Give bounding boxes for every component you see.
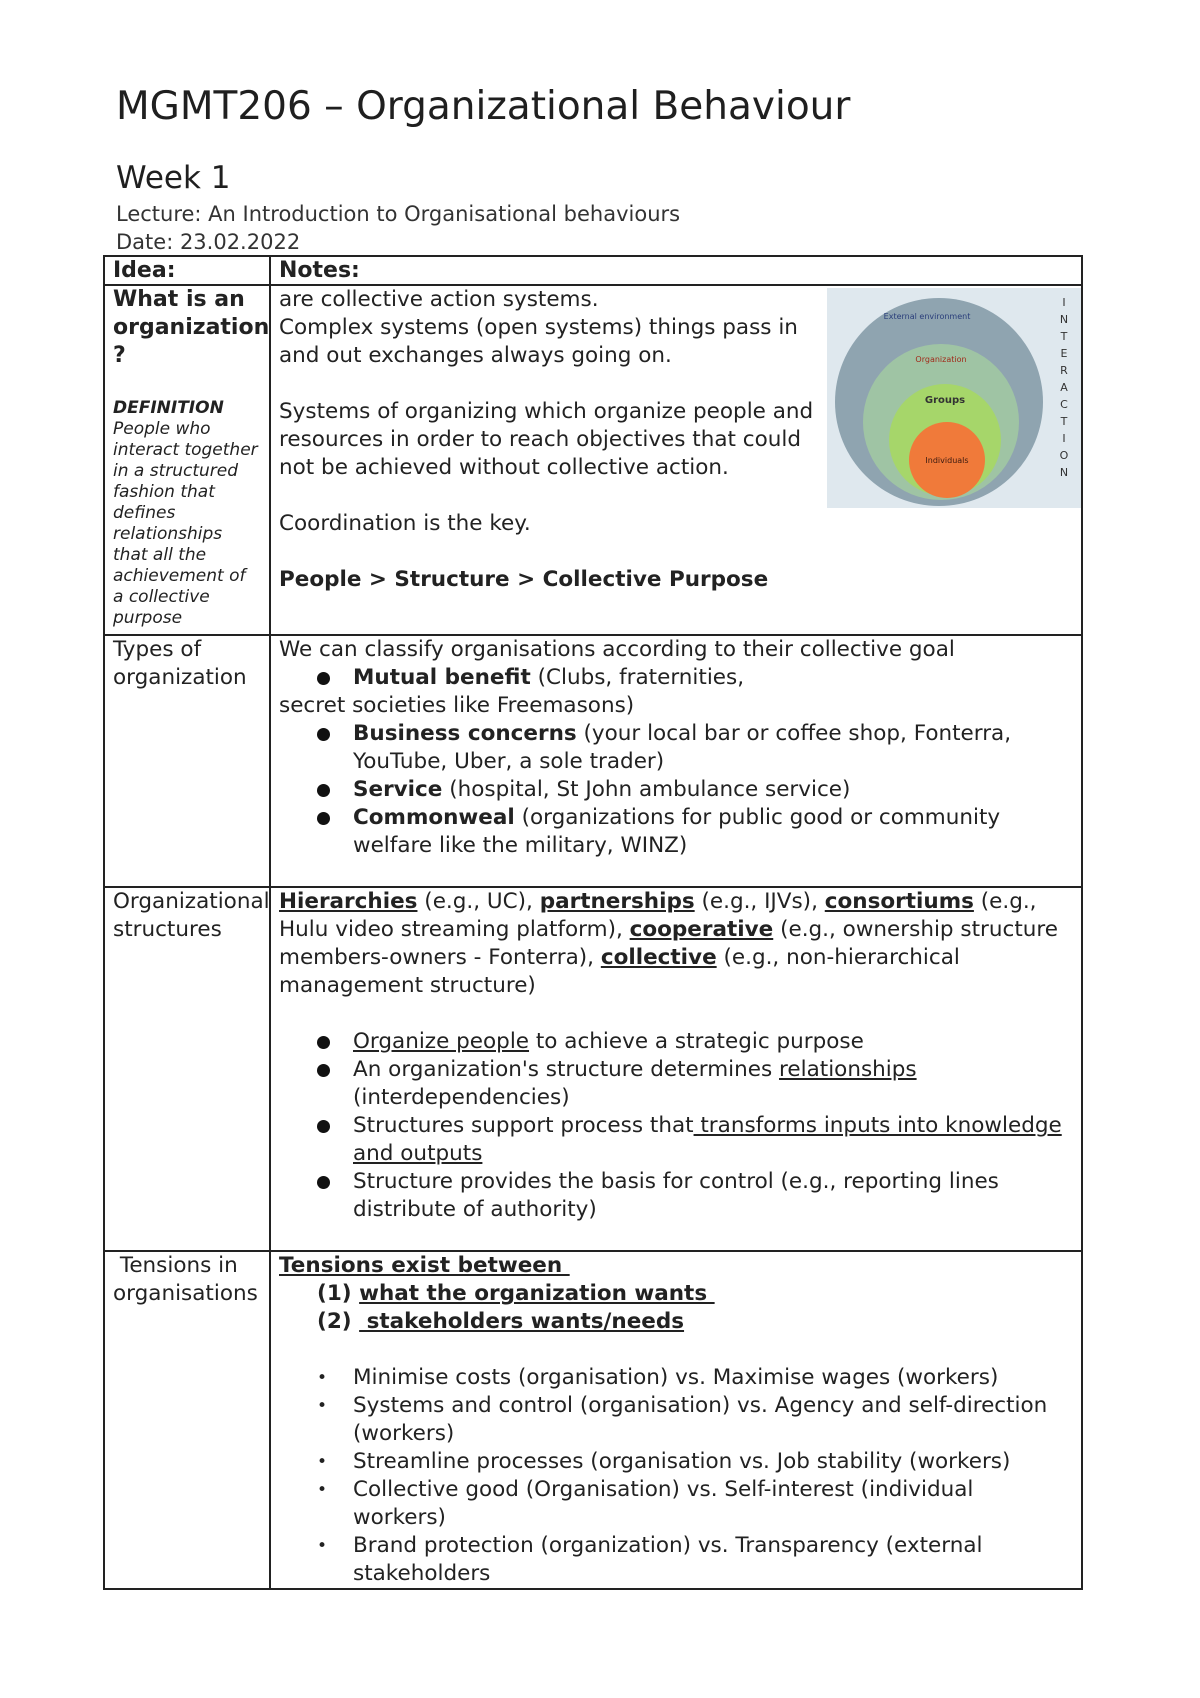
idea-what-is-organization: What is an organization ? <box>113 287 270 368</box>
idea-cell <box>104 1251 270 1589</box>
organization-levels-diagram <box>827 288 1081 508</box>
notes-column-header: Notes: <box>270 256 1082 285</box>
note-paragraph: Coordination is the key. <box>279 511 531 536</box>
list-item: Business concerns (your local bar or coffee shop, Fonterra, YouTube, Uber, a sole trader) <box>353 720 1073 776</box>
idea-cell <box>104 635 270 887</box>
diagram-label-outer: External environment <box>883 312 971 321</box>
bullet-list <box>279 1028 1073 1224</box>
idea-organizational-structures: Organizational structures <box>113 889 270 942</box>
notes-cell <box>270 285 1082 635</box>
table-row <box>104 285 1082 635</box>
definition-label: DEFINITION <box>113 398 224 418</box>
list-item: An organization's structure determines relationships (interdependencies) <box>353 1056 1073 1112</box>
idea-column-header: Idea: <box>104 256 270 285</box>
week-heading: Week 1 <box>116 160 231 196</box>
bullet-list <box>279 1364 1073 1588</box>
bullet-list <box>279 720 1073 860</box>
bullet-list <box>279 664 1073 692</box>
numbered-item: (1) what the organization wants <box>317 1281 715 1306</box>
list-item: Structures support process that transforms inputs into knowledge and outputs <box>353 1112 1073 1168</box>
diagram-label-organization: Organization <box>915 355 967 364</box>
lecture-line: Lecture: An Introduction to Organisational behaviours <box>116 202 681 226</box>
list-item: Structure provides the basis for control (e.g., reporting lines distribute of authority) <box>353 1168 1073 1224</box>
note-paragraph: Systems of organizing which organize people and resources in order to reach objectives that could not be achieved without collective action. <box>279 399 814 480</box>
diagram-label-individuals: Individuals <box>925 456 969 465</box>
table-row <box>104 887 1082 1251</box>
diagram-side-label: I N T E R A C T I O N <box>1059 296 1069 479</box>
note-paragraph: Complex systems (open systems) things pass in and out exchanges always going on. <box>279 315 798 368</box>
notes-table <box>103 255 1083 1590</box>
notes-cell <box>270 1251 1082 1589</box>
numbered-item: (2) stakeholders wants/needs <box>317 1309 685 1334</box>
definition-text: People who interact together in a structured fashion that defines relationships that all the achievement of a collective purpose <box>113 419 258 628</box>
idea-tensions: Tensions in organisations <box>113 1253 258 1306</box>
diagram-label-groups: Groups <box>924 395 966 406</box>
table-row <box>104 635 1082 887</box>
list-item: • Collective good (Organisation) vs. Self-interest (individual workers) <box>353 1476 1073 1532</box>
notes-cell <box>270 887 1082 1251</box>
date-line: Date: 23.02.2022 <box>116 230 301 254</box>
list-item: Service (hospital, St John ambulance service) <box>353 776 1073 804</box>
list-item: Commonweal (organizations for public good or community welfare like the military, WINZ) <box>353 804 1073 860</box>
notes-cell <box>270 635 1082 887</box>
note-paragraph: are collective action systems. <box>279 287 599 312</box>
note-paragraph: Hierarchies (e.g., UC), partnerships (e.g., IJVs), consortiums (e.g., Hulu video streaming platform), cooperative (e.g., ownership structure members-owners - Fonterra), collective (e.g., non-hierarchical management structure) <box>279 889 1058 998</box>
list-item: • Streamline processes (organisation vs. Job stability (workers) <box>353 1448 1073 1476</box>
note-paragraph: secret societies like Freemasons) <box>279 693 635 718</box>
list-item: Mutual benefit (Clubs, fraternities, <box>353 664 1073 692</box>
list-item: • Brand protection (organization) vs. Transparency (external stakeholders <box>353 1532 1073 1588</box>
note-paragraph: We can classify organisations according to their collective goal <box>279 637 955 662</box>
note-paragraph-bold: People > Structure > Collective Purpose <box>279 567 769 592</box>
definition <box>113 398 261 629</box>
idea-cell <box>104 285 270 635</box>
list-item: • Systems and control (organisation) vs. Agency and self-direction (workers) <box>353 1392 1073 1448</box>
tensions-heading: Tensions exist between <box>279 1253 570 1278</box>
table-row <box>104 1251 1082 1589</box>
page-title: MGMT206 – Organizational Behaviour <box>116 84 851 129</box>
list-item: Organize people to achieve a strategic purpose <box>353 1028 1073 1056</box>
idea-types-of-organization: Types of organization <box>113 637 247 690</box>
list-item: • Minimise costs (organisation) vs. Maximise wages (workers) <box>353 1364 1073 1392</box>
table-header-row <box>104 256 1082 285</box>
idea-cell <box>104 887 270 1251</box>
